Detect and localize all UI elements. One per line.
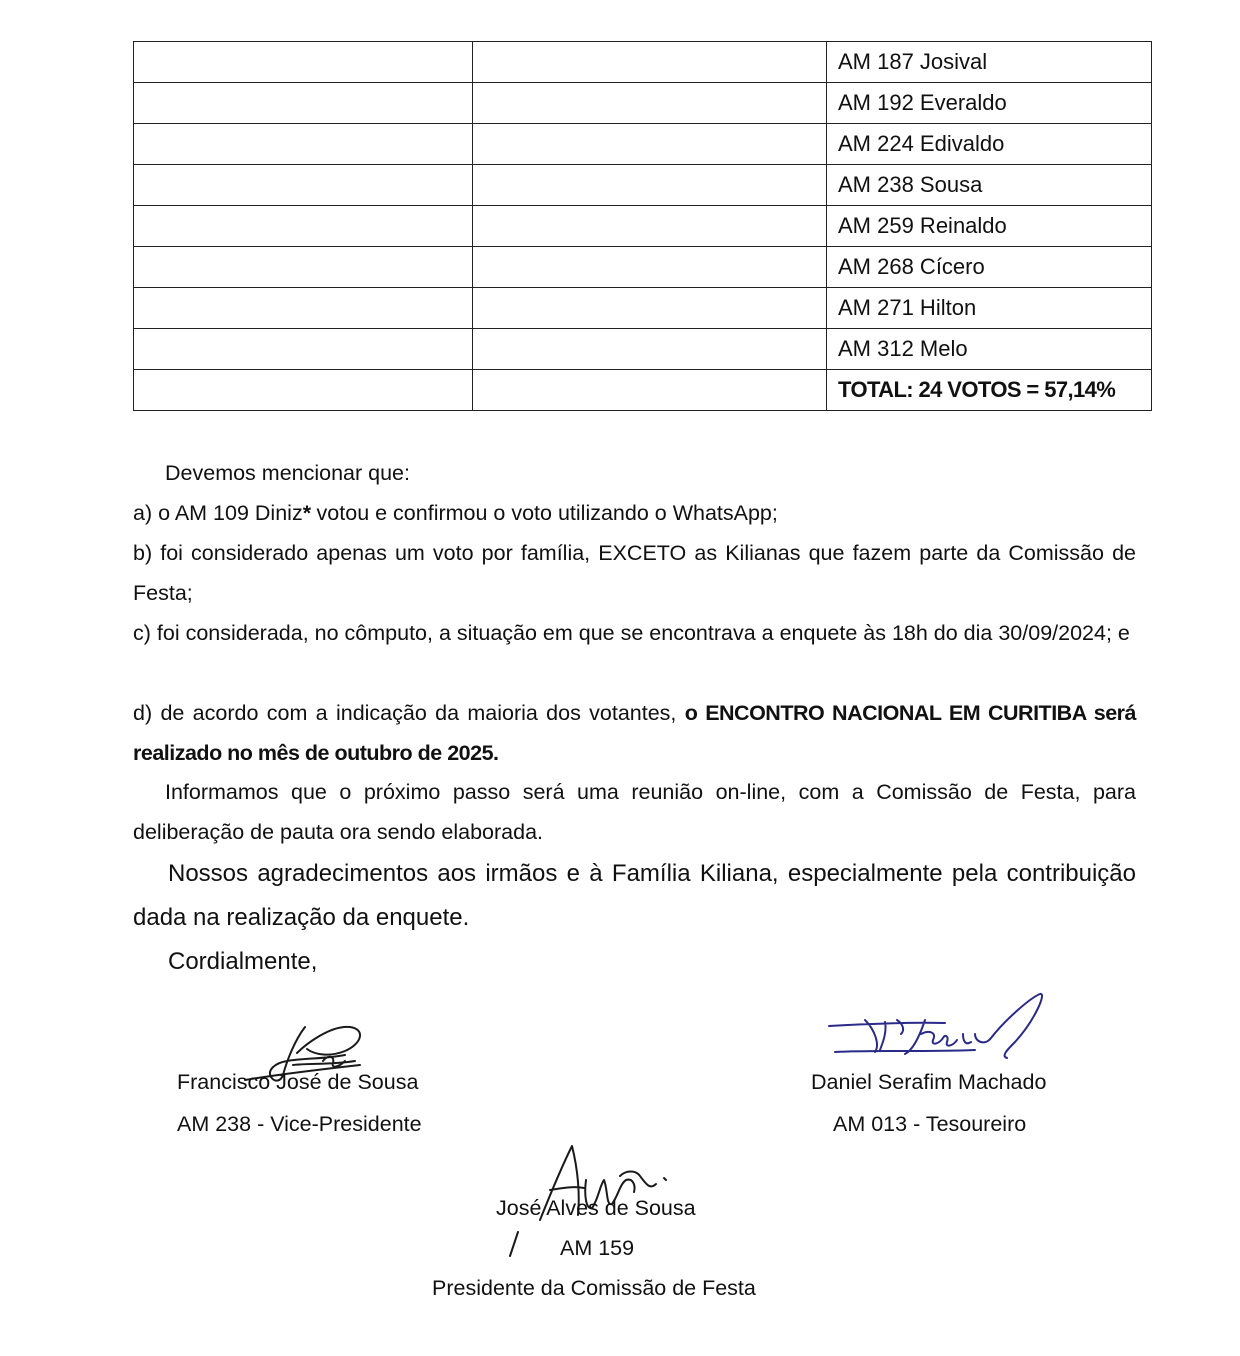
table-cell-empty [473,247,827,288]
table-row-total [134,370,1152,411]
table-cell-empty [134,42,473,83]
signature-right-name: Daniel Serafim Machado [811,1070,1047,1094]
table-cell-empty [473,165,827,206]
signature-left-role: AM 238 - Vice-Presidente [177,1112,422,1136]
voter-cell: AM 312 Melo [827,329,1152,370]
inform-paragraph: Informamos que o próximo passo será uma reunião on-line, com a Comissão de Festa, para deliberação de pauta ora sendo elaborada. [133,780,1136,844]
signature-center-name: José Alves de Sousa [496,1196,696,1220]
voter-cell: AM 192 Everaldo [827,83,1152,124]
votes-table [133,41,1152,411]
table-cell-empty [473,329,827,370]
table-row [134,247,1152,288]
table-cell-empty [134,288,473,329]
thanks-paragraph: Nossos agradecimentos aos irmãos e à Família Kiliana, especialmente pela contribuição dada na realização da enquete. [133,860,1136,931]
table-row [134,124,1152,165]
table-cell-empty [473,370,827,411]
table-cell-empty [134,165,473,206]
signature-right-image [825,990,1050,1070]
total-votes-cell: TOTAL: 24 VOTOS = 57,14% [827,370,1152,411]
table-cell-empty [134,370,473,411]
votes-table-body [134,42,1152,411]
item-a-text-start: a) o AM 109 Diniz [133,501,303,525]
voter-cell: AM 224 Edivaldo [827,124,1152,165]
table-row [134,288,1152,329]
signature-left-name: Francisco José de Sousa [177,1070,419,1094]
table-cell-empty [134,329,473,370]
table-cell-empty [473,288,827,329]
voter-cell: AM 271 Hilton [827,288,1152,329]
voter-cell: AM 268 Cícero [827,247,1152,288]
table-cell-empty [134,206,473,247]
signature-center-role: Presidente da Comissão de Festa [432,1276,756,1300]
voter-cell: AM 238 Sousa [827,165,1152,206]
table-cell-empty [473,206,827,247]
signature-right-role: AM 013 - Tesoureiro [833,1112,1027,1136]
item-d-text: d) de acordo com a indicação da maioria dos votantes, [133,701,685,725]
table-row [134,83,1152,124]
voter-cell: AM 259 Reinaldo [827,206,1152,247]
table-cell-empty [134,124,473,165]
table-cell-empty [473,83,827,124]
table-cell-empty [473,124,827,165]
table-cell-empty [134,247,473,288]
signature-center-id: AM 159 [560,1236,635,1260]
item-d-paragraph [133,693,1136,773]
table-row [134,42,1152,83]
item-b-paragraph: b) foi considerado apenas um voto por família, EXCETO as Kilianas que fazem parte da Comissão de Festa; [133,541,1136,605]
table-cell-empty [473,42,827,83]
table-cell-empty [134,83,473,124]
item-d-emphasis: o ENCONTRO NACIONAL EM CURITIBA será realizado no mês de outubro de 2025. [133,701,1136,765]
closing-text: Cordialmente, [168,948,318,975]
item-c-paragraph: c) foi considerada, no cômputo, a situação em que se encontrava a enquete às 18h do dia 30/09/2024; e [133,621,1130,645]
item-a-paragraph [133,493,1136,533]
intro-paragraph: Devemos mencionar que: [165,461,410,485]
asterisk-mark: * [302,501,311,525]
table-row [134,165,1152,206]
table-row [134,206,1152,247]
item-a-text-end: votou e confirmou o voto utilizando o WhatsApp; [310,501,778,525]
voter-cell: AM 187 Josival [827,42,1152,83]
table-row [134,329,1152,370]
